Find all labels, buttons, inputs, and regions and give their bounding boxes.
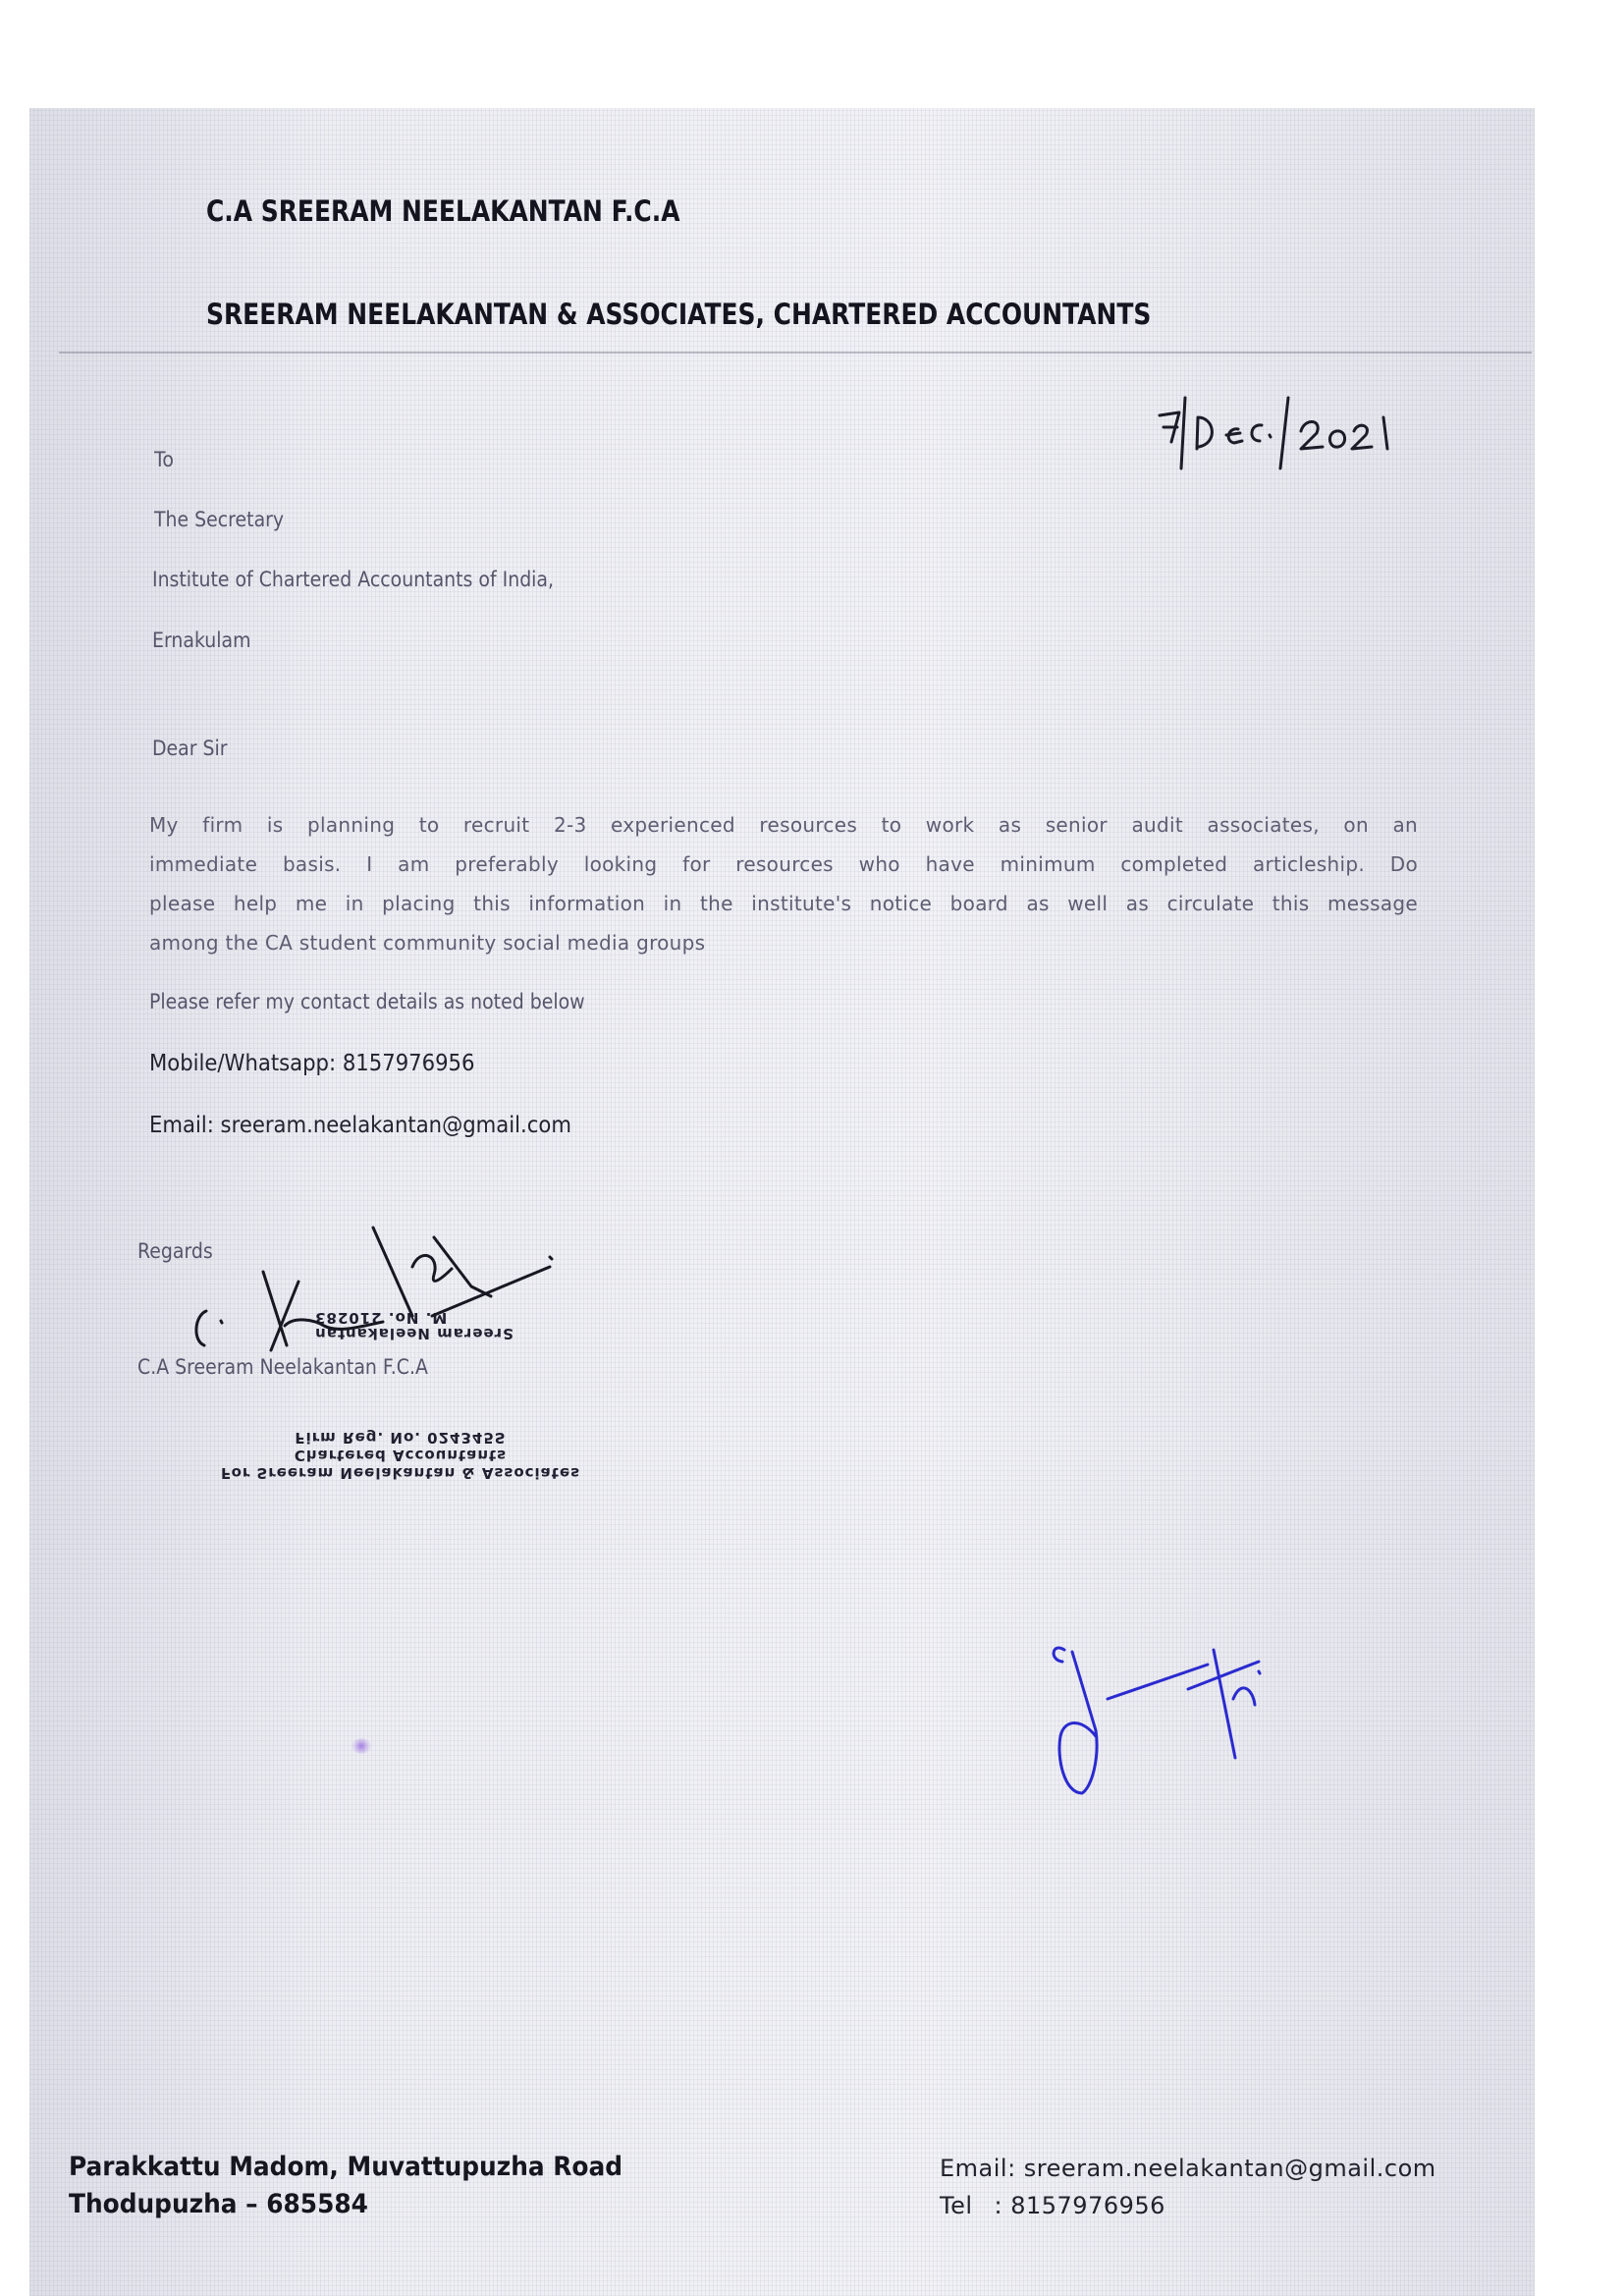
contact-email: Email: sreeram.neelakantan@gmail.com	[149, 1113, 571, 1138]
paragraph-line: please help me in placing this information in the institute's notice board as well as circulate this message	[149, 892, 1418, 915]
member-stamp-number: M. No. 210283	[314, 1309, 448, 1327]
letterhead-divider	[59, 352, 1532, 354]
footer-tel-label: Tel	[940, 2192, 973, 2219]
refer-line: Please refer my contact details as noted below	[149, 990, 585, 1013]
paragraph-line: among the CA student community social media groups	[149, 931, 706, 955]
footer-tel-value: : 8157976956	[994, 2192, 1165, 2219]
signatory-signature	[177, 1218, 589, 1365]
ink-smudge	[352, 1738, 371, 1754]
footer-contact	[940, 2150, 1436, 2224]
footer-address-line1: Parakkattu Madom, Muvattupuzha Road	[69, 2152, 623, 2182]
blue-ink-signature	[1001, 1620, 1257, 1807]
firm-stamp-line: Firm Reg. No. 024345S	[295, 1429, 507, 1447]
body-paragraph	[149, 805, 1418, 962]
handwritten-date	[1154, 388, 1409, 476]
firm-stamp-line: Chartered Accountants	[294, 1447, 508, 1464]
regards-label: Regards	[137, 1239, 213, 1263]
footer-address	[69, 2149, 623, 2223]
signatory-name: C.A Sreeram Neelakantan F.C.A	[137, 1355, 428, 1379]
footer-address-line2: Thodupuzha – 685584	[69, 2189, 368, 2219]
footer-tel	[940, 2187, 1436, 2224]
firm-stamp-line: For Sreeram Neelakantan & Associates	[220, 1464, 581, 1482]
recipient-title: The Secretary	[154, 508, 285, 531]
contact-mobile: Mobile/Whatsapp: 8157976956	[149, 1051, 475, 1076]
firm-stamp	[175, 1429, 626, 1482]
member-stamp-name: Sreeram Neelakantan	[314, 1325, 514, 1342]
paragraph-line: My firm is planning to recruit 2-3 experienced resources to work as senior audit associates, on an	[149, 813, 1418, 837]
footer-email: Email: sreeram.neelakantan@gmail.com	[940, 2155, 1436, 2182]
paragraph-line: immediate basis. I am preferably looking for resources who have minimum completed articleship. Do	[149, 852, 1418, 876]
letterhead-name: C.A SREERAM NEELAKANTAN F.C.A	[206, 194, 680, 228]
recipient-to: To	[154, 448, 174, 471]
letterhead-firm: SREERAM NEELAKANTAN & ASSOCIATES, CHARTERED ACCOUNTANTS	[206, 298, 1152, 331]
salutation: Dear Sir	[152, 737, 228, 760]
recipient-city: Ernakulam	[152, 629, 251, 652]
recipient-organization: Institute of Chartered Accountants of India,	[152, 568, 555, 591]
